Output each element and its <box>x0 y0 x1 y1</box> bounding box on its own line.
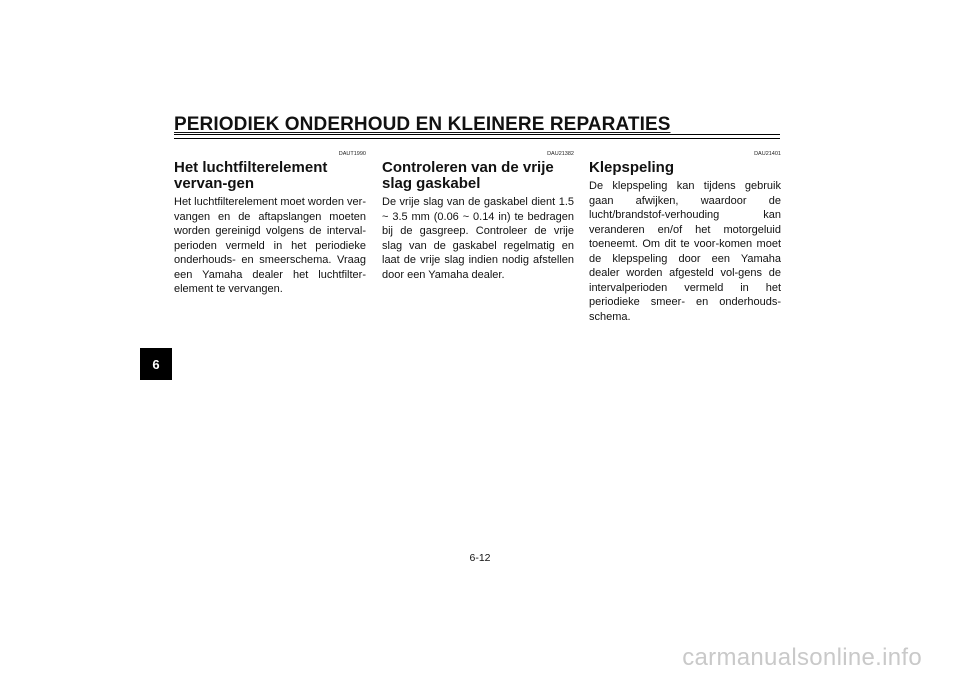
watermark: carmanualsonline.info <box>682 644 922 671</box>
header-rule-secondary <box>174 138 780 139</box>
section-heading: Controleren van de vrije slag gaskabel <box>382 159 554 192</box>
section-body: De klepspeling kan tijdens gebruik gaan afwijken, waardoor de lucht/brandstof-verhouding kan veranderen en/of het motorgeluid toeneemt. Om dit te voor-komen moet de klepspeling door een Yamaha dealer worden afgesteld vol-gens de intervalperioden vermeld in het periodieke smeer- en onderhouds-schema. <box>589 180 781 323</box>
section-code: DAU21382 <box>547 151 574 157</box>
header-rule <box>174 134 780 135</box>
page-header-title: PERIODIEK ONDERHOUD EN KLEINERE REPARATIES <box>174 114 671 135</box>
section-code: DAUT1990 <box>338 151 366 157</box>
section-code: DAU21401 <box>754 151 781 157</box>
section-air-filter <box>174 150 366 297</box>
section-valve-clearance <box>589 150 781 324</box>
section-heading: Klepspeling <box>589 159 675 176</box>
section-body: De vrije slag van de gaskabel dient 1.5 ~ 3.5 mm (0.06 ~ 0.14 in) te bedragen bij de gasgreep. Controleer de vrije slag van de gaskabel regelmatig en laat de vrije slag indien nodig afstellen door een Yamaha dealer. <box>382 196 574 281</box>
heading-text: Het luchtfilterelement vervan-gen <box>174 159 328 192</box>
chapter-tab: 6 <box>140 348 172 380</box>
section-throttle-cable <box>382 150 574 282</box>
page-number: 6-12 <box>469 552 491 564</box>
section-heading <box>174 160 366 192</box>
section-body: Het luchtfilterelement moet worden ver-vangen en de aftapslangen moeten worden gereinigd volgens de interval-perioden vermeld in het periodieke onderhouds- en smeerschema. Vraag een Yamaha dealer het luchtfilter-element te vervangen. <box>174 196 366 295</box>
